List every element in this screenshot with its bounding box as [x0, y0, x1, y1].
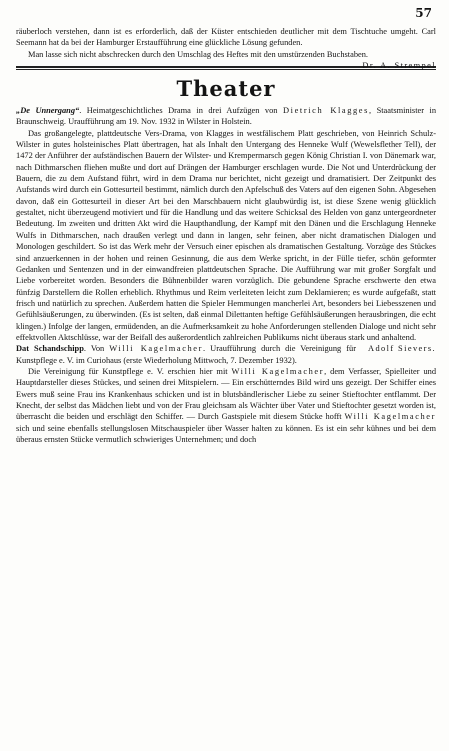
review-schandschipp-body-b: , dem Verfasser, Spielleiter und Hauptdarsteller dieses Stückes, und seinen drei Mitspielern. — Ein erschütterndes Bild wird uns gezeigt. Der Schiffer eines Ewers muß seine Frau ins Krankenhaus schicken und ist in blutsbändlerischer Liebe zu seiner Stieftochter entflammt. Der Knecht, der selbst das Mädchen liebt und von der Frau gleichsam als Wächter über Vater und Stieftochter gesetzt worden ist, überrascht die beiden und erschlägt den Schiffer. — Durch Gastspiele mit diesem Stücke hofft [16, 366, 437, 422]
review-schandschipp-author-3: Willi Kagelmacher [344, 412, 437, 422]
review-unnergang-body-text: Das großangelegte, plattdeutsche Vers-Drama, von Klagges in westfälischem Platt geschrieben, von Heinrich Schulz-Wilster in gutes holsteinisches Platt übertragen, hat als Inhalt den Untergang des Henneke Wulf (Wewelsflether Tell), der 1472 der Anführer der aufständischen Bauern der Wilster- und Krempermarsch gegen König Christian I. von Dänemark war, nach Dithmarschen fliehen mußte und dort auf Drängen der Hamburger erschlagen wurde. Die Not und Unterdrückung der Bauern, die zu dem Aufstand führt, wird in dem Drama nur berichtet, nicht gezeigt und dramatisiert. Der Zeitpunkt des Aufstands wird durch ein Gottesurteil bestimmt, nämlich durch den Apfelschuß des Vaters auf den eigenen Sohn. Abgesehen davon, daß ein Gottesurteil in dieser Art bei den Marschbauern nicht glaubwürdig ist, ist diese Szene wenig glücklich gestaltet, nicht überzeugend motiviert und für die Handlung und das weitere Schicksal des Helden von ganz untergeordneter Bedeutung. Im zweiten und dritten Akt wird die Haupthandlung, der Kampf mit den Dänen und die Erschlagung Henneke Wulfs in Dithmarschen, nach draußen verlegt und dann in langen, sehr feinen, aber nicht dramatischen Dialogen und Monologen geschildert. So ist das Werk mehr der Versuch einer epischen als dramatischen Gestaltung. Vorzüge des Stückes sind anzuerkennen in der hohen und reinen Gesinnung, die aus dem Werke spricht, in der Fülle tiefer, schön geformter Gedanken und Sentenzen und in der einwandfreien plattdeutschen Sprache. Die Aufführung war mit großer Sorgfalt und Liebe vorbereitet worden. Besonders die Bühnenbilder waren vorzüglich. Die gebundene Sprache erschwerte den etwa fünfzig Darstellern die Rollen erheblich. Rhythmus und Reim verleiteten leicht zum Deklamieren; es wurde aufgefaßt, statt frisch und natürlich zu sprechen. Außerdem hatten die Spieler Hemmungen mancherlei Art, besonders bei Liebesszenen und Gefühlsäußerungen, zu überwinden. (Es ist selten, daß einmal Dilettanten heftige Gefühlsäußerungen herausbringen, die echt klingen.) Infolge der langen, ermüdenden, an die Aufmerksamkeit zu hohe Anforderungen stellenden Dialoge und nicht sehr effektvollen Aktschlüsse, war der Beifall des außerordentlich zahlreichen Publikums nicht überaus stark und anhaltend. [16, 128, 436, 342]
review-schandschipp-body-c: sich und seine ebenfalls stellungslosen Mitschauspieler über Wasser halten zu können. Es ist ein sehr kühnes und bei dem überaus ernsten Stücke vermutlich schwieriges Unternehmen; und doch [16, 423, 436, 444]
review-schandschipp-author: Willi Kagelmacher [109, 344, 204, 354]
intro-section [16, 26, 436, 71]
review-unnergang-lead2: , Staatsminister in Braunschweig. Uraufführung am 19. Nov. 1932 in Wilster in Holstein. [16, 106, 437, 127]
intro-paragraph: räuberloch verstehen, dann ist es erforderlich, daß der Küster entschieden deutlicher mit dem Tischtuche umgeht. Carl Seemann hat da bei der Hamburger Erstaufführung eine glückliche Lösung gefunden. [16, 27, 436, 48]
review-schandschipp [16, 343, 436, 445]
intro-closing-text: Man lasse sich nicht abschrecken durch den Umschlag des Heftes mit den umstürzenden Buchstaben. [28, 49, 369, 59]
intro-closing [16, 49, 436, 71]
review-schandschipp-body [16, 366, 436, 445]
review-unnergang-title: „De Unnergang“ [16, 106, 80, 116]
review-schandschipp-title: Dat Schandschipp [16, 344, 84, 354]
intro-signer: Dr. A. Strempel [362, 61, 436, 71]
review-schandschipp-author-2: Willi Kagelmacher [231, 366, 325, 376]
review-unnergang-header [16, 105, 436, 128]
review-unnergang-signer: Adolf Sievers. [368, 344, 436, 354]
page-number: 57 [415, 6, 432, 20]
review-unnergang-lead: . Heimatgeschichtliches Drama in drei Aufzügen von [79, 106, 278, 116]
section-title: Theater [176, 76, 276, 102]
review-unnergang-author: Dietrich Klagges [283, 106, 369, 116]
review-schandschipp-lead: . Von [83, 344, 105, 354]
review-schandschipp-lead2: . Uraufführung durch die Vereinigung für Kunstpflege e. V. im Curiohaus (erste Wiederholung Mittwoch, 7. Dezember 1932). [16, 344, 357, 365]
document-page [16, 6, 436, 445]
review-schandschipp-body-a: Die Vereinigung für Kunstpflege e. V. erschien hier mit [28, 366, 228, 376]
